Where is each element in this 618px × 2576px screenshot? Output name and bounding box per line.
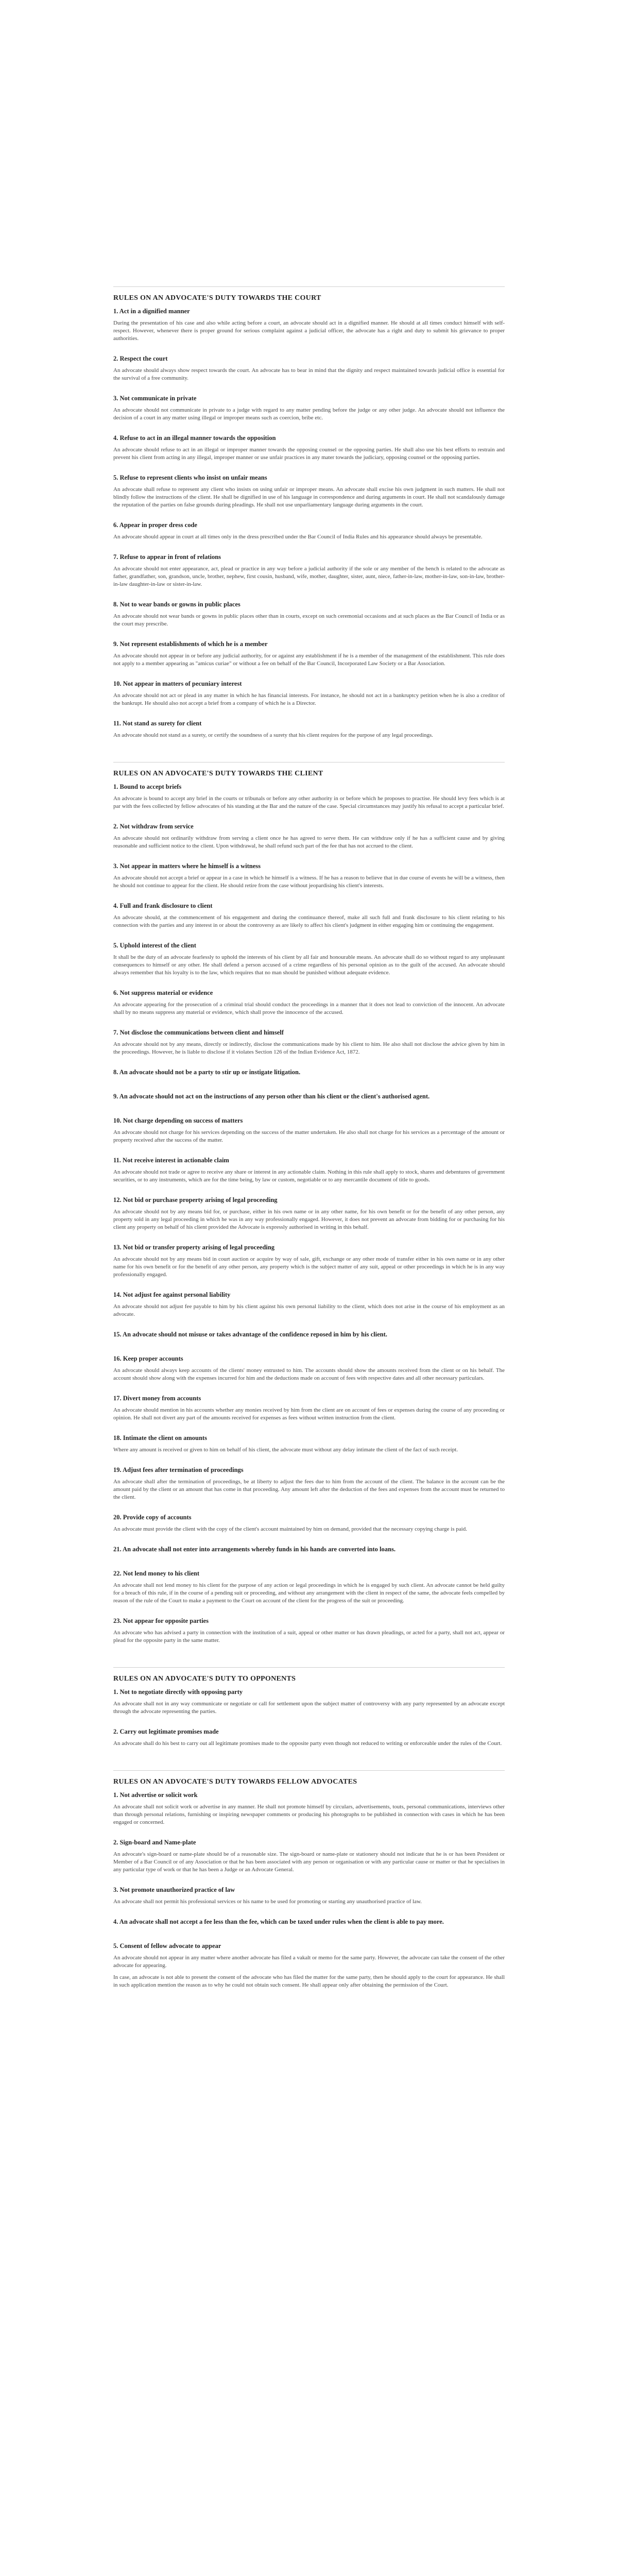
rule-text: An advocate should always keep accounts of the clients' money entrusted to him. The accounts should show the amounts received from the client or on his behalf. The account should show along with the expenses incurred for him and the deductions made on account of fees with respective dates and all other necessary particulars. [113,1367,505,1381]
rule-heading: 23. Not appear for opposite parties [113,1617,209,1624]
rule-heading: 4. An advocate shall not accept a fee less than the fee, which can be taxed under rules when the client is able to pay more. [113,1918,444,1925]
rule-heading: 1. Not to negotiate directly with opposing party [113,1688,243,1696]
rule-text: An advocate appearing for the prosecution of a criminal trial should conduct the proceedings in a manner that it does not lead to conviction of the innocent. An advocate shall by no means suppress any material or evidence, which shall prove the innocence of the accused. [113,1002,505,1015]
rule-text: An advocate must provide the client with the copy of the client's account maintained by him on demand, provided that the necessary copying charge is paid. [113,1526,467,1532]
section [113,286,505,752]
rule-heading: 22. Not lend money to his client [113,1570,200,1577]
rule-heading: 5. Uphold interest of the client [113,942,196,949]
rule-heading: 17. Divert money from accounts [113,1395,201,1402]
rule-heading: 9. An advocate should not act on the instructions of any person other than his client or the client's authorised agent. [113,1093,430,1100]
rule-heading: 12. Not bid or purchase property arising of legal proceeding [113,1196,278,1204]
rule-item [113,680,505,720]
rule-item [113,1291,505,1331]
rule-heading: 6. Not suppress material or evidence [113,989,213,996]
rule-item [113,989,505,1029]
rule-text: An advocate shall not in any way communicate or negotiate or call for settlement upon the subject matter of controversy with any party represented by an advocate except through the advocate representing the parties. [113,1701,505,1715]
rule-heading: 6. Appear in proper dress code [113,521,197,529]
section [113,762,505,1657]
rule-text: In case, an advocate is not able to present the consent of the advocate who has filed the matter for the same party, then he should apply to the court for appearance. He shall in such application mention the reason as to why he could not obtain such consent. He shall appear only after obtaining the permission of the Court. [113,1974,505,1988]
rule-heading: 5. Consent of fellow advocate to appear [113,1942,221,1950]
rule-text: Where any amount is received or given to him on behalf of his client, the advocate must without any delay intimate the client of the fact of such receipt. [113,1447,458,1453]
rule-item [113,1886,505,1918]
rule-item [113,1157,505,1196]
rule-heading: 2. Sign-board and Name-plate [113,1839,196,1846]
section-divider [113,1770,505,1771]
rule-heading: 15. An advocate should not misuse or takes advantage of the confidence reposed in him by his client. [113,1331,387,1338]
rule-item [113,1942,505,2002]
rule-item [113,1466,505,1514]
rule-item [113,1434,505,1466]
rule-item [113,783,505,823]
rule-heading: 4. Refuse to act in an illegal manner towards the opposition [113,434,276,442]
rule-heading: 7. Not disclose the communications between client and himself [113,1029,284,1036]
rule-text: An advocate shall not solicit work or advertise in any manner. He shall not promote himself by circulars, advertisements, touts, personal communications, interviews other than through personal relations, furnishing or inspiring newspaper comments or producing his photographs to be published in connection with cases in which he has been engaged or concerned. [113,1804,505,1825]
rule-item [113,553,505,601]
rule-text: An advocate should not enter appearance, act, plead or practice in any way before a judicial authority if the sole or any member of the bench is related to the advocate as father, grandfather, son, grandson, uncle, brother, nephew, first cousin, husband, wife, mother, daughter, sister, aunt, niece, father-in-law, mother-in-law, son-in-law, brother-in-law daughter-in-law or sister-in-law. [113,566,505,587]
rule-text: An advocate who has advised a party in connection with the institution of a suit, appeal or other matter or has drawn pleadings, or acted for a party, shall not act, appear or plead for the opposite party in the same matter. [113,1630,505,1643]
rule-text: An advocate should always show respect towards the court. An advocate has to bear in mind that the dignity and respect maintained towards judicial office is essential for the survival of a free community. [113,367,505,381]
rule-text: An advocate shall not permit his professional services or his name to be used for promoting or starting any unauthorised practice of law. [113,1899,422,1905]
rule-heading: 9. Not represent establishments of which he is a member [113,640,268,648]
rule-text: An advocate should not accept a brief or appear in a case in which he himself is a witness. If he has a reason to believe that in due course of events he will be a witness, then he should not continue to appear for the client. He should retire from the case without jeopardising his client's interests. [113,875,505,889]
rule-text: An advocate should mention in his accounts whether any monies received by him from the client are on account of fees or expenses during the course of any proceeding or opinion. He shall not divert any part of the amounts received for expenses as fees without written instruction from the client. [113,1407,505,1421]
rule-item [113,1839,505,1886]
rule-heading: 7. Refuse to appear in front of relations [113,553,221,561]
rule-item [113,1029,505,1069]
rule-heading: 19. Adjust fees after termination of proceedings [113,1466,244,1473]
rule-text: An advocate should not appear in any matter where another advocate has filed a vakalt or memo for the same party. However, the advocate can take the consent of the other advocate for appearing. [113,1955,505,1969]
rule-text: An advocate should appear in court at all times only in the dress prescribed under the Bar Council of India Rules and his appearance should always be presentable. [113,534,483,540]
rule-text: An advocate should refuse to act in an illegal or improper manner towards the opposing counsel or the opposing parties. He shall also use his best efforts to restrain and prevent his client from acting in any illegal, improper manner or use unfair practices in any mater towards the judiciary, opposing counsel or the opposing parties. [113,447,505,461]
rule-item [113,1514,505,1546]
rule-heading: 3. Not communicate in private [113,395,197,402]
rule-heading: 1. Not advertise or solicit work [113,1791,198,1799]
rule-heading: 5. Refuse to represent clients who insist on unfair means [113,474,267,481]
rule-item [113,942,505,989]
section [113,1667,505,1760]
rule-text: An advocate should not communicate in private to a judge with regard to any matter pending before the judge or any other judge. An advocate should not influence the decision of a court in any matter using illegal or improper means such as coercion, bribe etc. [113,407,505,421]
rule-text: An advocate should not act or plead in any matter in which he has financial interests. For instance, he should not act in a bankruptcy petition when he is also a creditor of the bankrupt. He should also not accept a brief from a company of which he is a Director. [113,692,505,706]
section [113,1770,505,2002]
rule-item [113,1355,505,1395]
rule-heading: 10. Not appear in matters of pecuniary interest [113,680,242,687]
rule-item [113,1331,505,1355]
section-title: RULES ON AN ADVOCATE'S DUTY TO OPPONENTS [113,1675,296,1683]
rule-text: An advocate's sign-board or name-plate should be of a reasonable size. The sign-board or name-plate or stationery should not indicate that he is or has been President or Member of a Bar Council or of any Association or that he has been associated with any person or organisation or with any particular cause or matter or that he specialises in any particular type of work or that he has been a Judge or an Advocate General. [113,1851,505,1873]
rule-heading: 13. Not bid or transfer property arising of legal proceeding [113,1244,274,1251]
rule-heading: 2. Not withdraw from service [113,823,194,830]
rule-text: An advocate shall after the termination of proceedings, be at liberty to adjust the fees due to him from the account of the client. The balance in the account can be the amount paid by the client or an amount that has come in that proceeding. Any amount left after the deduction of the fees and expenses from the account must be returned to the client. [113,1479,505,1500]
rule-text: An advocate should not charge for his services depending on the success of the matter undertaken. He also shall not charge for his services as a percentage of the amount or property received after the success of the matter. [113,1129,505,1143]
rule-item [113,1918,505,1942]
rule-heading: 18. Intimate the client on amounts [113,1434,207,1442]
rule-text: An advocate should not trade or agree to receive any share or interest in any actionable claim. Nothing in this rule shall apply to stock, shares and debentures of government securities, or to any instruments, which are for the time being, by law or custom, negotiable or to any mercantile document of title to goods. [113,1169,505,1183]
document-body [113,286,505,2002]
rule-text: An advocate should not adjust fee payable to him by his client against his own personal liability to the client, which does not arise in the course of his employment as an advocate. [113,1303,505,1317]
rule-item [113,1093,505,1117]
rule-item [113,434,505,474]
section-title: RULES ON AN ADVOCATE'S DUTY TOWARDS THE COURT [113,294,321,302]
rule-text: An advocate is bound to accept any brief in the courts or tribunals or before any other authority in or before which he proposes to practise. He should levy fees which is at par with the fees collected by fellow advocates of his standing at the Bar and the nature of the case. Special circumstances may justify his refusal to accept a particular brief. [113,795,505,809]
rule-item [113,640,505,680]
rule-item [113,1617,505,1657]
rule-heading: 2. Carry out legitimate promises made [113,1728,219,1735]
rule-item [113,902,505,942]
section-title: RULES ON AN ADVOCATE'S DUTY TOWARDS THE CLIENT [113,770,323,777]
rule-heading: 11. Not receive interest in actionable claim [113,1157,229,1164]
rule-text: An advocate shall do his best to carry out all legitimate promises made to the opposite party even though not reduced to writing or enforceable under the rules of the Court. [113,1740,502,1747]
rule-heading: 11. Not stand as surety for client [113,720,202,727]
rule-heading: 20. Provide copy of accounts [113,1514,192,1521]
rule-text: An advocate should not by any means bid for, or purchase, either in his own name or in any other name, for his own benefit or for the benefit of any other person, any property sold in any legal proceeding in which he was in any way professionally engaged. However, it does not prevent an advocate from bidding for or purchasing for his client any property on behalf of his client provided the Advocate is expressly authorised in writing in this behalf. [113,1209,505,1230]
rule-text: An advocate should not wear bands or gowns in public places other than in courts, except on such ceremonial occasions and at such places as the Bar Council of India or as the court may prescribe. [113,613,505,627]
rule-item [113,1546,505,1570]
rule-item [113,1728,505,1760]
rule-item [113,720,505,752]
rule-heading: 4. Full and frank disclosure to client [113,902,213,909]
rule-heading: 8. An advocate should not be a party to stir up or instigate litigation. [113,1069,301,1076]
rule-item [113,823,505,862]
rule-item [113,1196,505,1244]
section-divider [113,1667,505,1668]
rule-heading: 10. Not charge depending on success of matters [113,1117,243,1124]
rule-item [113,1570,505,1617]
rule-heading: 14. Not adjust fee against personal liability [113,1291,231,1298]
rule-text: An advocate should not by any means bid in court auction or acquire by way of sale, gift, exchange or any other mode of transfer either in his own name or in any other name for his own benefit or for the benefit of any other person, any property which is the subject matter of any suit, appeal or other proceedings in which he is in any way professionally engaged. [113,1256,505,1278]
rule-item [113,355,505,395]
rule-heading: 1. Bound to accept briefs [113,783,182,790]
rule-text: During the presentation of his case and also while acting before a court, an advocate should act in a dignified manner. He should at all times conduct himself with self-respect. However, whenever there is proper ground for serious complaint against a judicial officer, the advocate has a right and duty to submit his grievance to proper authorities. [113,320,505,342]
rule-item [113,1688,505,1728]
rule-text: An advocate should not by any means, directly or indirectly, disclose the communications made by his client to him. He also shall not disclose the advice given by him in the proceedings. However, he is liable to disclose if it violates Section 126 of the Indian Evidence Act, 1872. [113,1041,505,1055]
rule-text: An advocate should not appear in or before any judicial authority, for or against any establishment if he is a member of the management of the establishment. This rule does not apply to a member appearing as "amicus curiae" or without a fee on behalf of the Bar Council, Incorporated Law Society or a Bar Association. [113,653,505,667]
rule-text: An advocate shall refuse to represent any client who insists on using unfair or improper means. An advocate shall excise his own judgment in such matters. He shall not blindly follow the instructions of the client. He shall be dignified in use of his language in correspondence and during arguments in court. He shall not scandalously damage the reputation of the parties on false grounds during pleadings. He shall not use unparliamentary language during arguments in the court. [113,486,505,508]
rule-text: An advocate should not stand as a surety, or certify the soundness of a surety that his client requires for the purpose of any legal proceedings. [113,732,433,738]
rule-item [113,862,505,902]
rule-item [113,601,505,640]
rule-text: It shall be the duty of an advocate fearlessly to uphold the interests of his client by all fair and honourable means. An advocate shall do so without regard to any unpleasant consequences to himself or any other. He shall defend a person accused of a crime regardless of his personal opinion as to the guilt of the accused. An advocate should always remember that his loyalty is to the law, which requires that no man should be punished without adequate evidence. [113,954,505,976]
rule-item [113,1117,505,1157]
rule-item [113,395,505,434]
rule-item [113,1244,505,1291]
rule-heading: 21. An advocate shall not enter into arrangements whereby funds in his hands are converted into loans. [113,1546,396,1553]
rule-item [113,1791,505,1839]
rule-text: An advocate should not ordinarily withdraw from serving a client once he has agreed to serve them. He can withdraw only if he has a sufficient cause and by giving reasonable and sufficient notice to the client. Upon withdrawal, he shall refund such part of the fee that has not accrued to the client. [113,835,505,849]
rule-item [113,474,505,521]
rule-heading: 8. Not to wear bands or gowns in public places [113,601,241,608]
section-title: RULES ON AN ADVOCATE'S DUTY TOWARDS FELLOW ADVOCATES [113,1778,357,1786]
rule-heading: 3. Not promote unauthorized practice of law [113,1886,235,1893]
rule-item [113,521,505,553]
rule-heading: 16. Keep proper accounts [113,1355,183,1362]
rule-heading: 2. Respect the court [113,355,168,362]
rule-item [113,1395,505,1434]
rule-heading: 3. Not appear in matters where he himself is a witness [113,862,261,870]
rule-text: An advocate shall not lend money to his client for the purpose of any action or legal proceedings in which he is engaged by such client. An advocate cannot be held guilty for a breach of this rule, if in the course of a pending suit or proceeding, and without any arrangement with the client in respect of the same, the advocate feels compelled by reason of the rule of the Court to make a payment to the Court on account of the client for the progress of the suit or proceeding. [113,1582,505,1604]
rule-item [113,308,505,355]
rule-text: An advocate should, at the commencement of his engagement and during the continuance thereof, make all such full and frank disclosure to his client relating to his connection with the parties and any interest in or about the controversy as are likely to affect his client's judgment in either engaging him or continuing the engagement. [113,914,505,928]
section-divider [113,286,505,287]
rule-heading: 1. Act in a dignified manner [113,308,190,315]
rule-item [113,1069,505,1093]
